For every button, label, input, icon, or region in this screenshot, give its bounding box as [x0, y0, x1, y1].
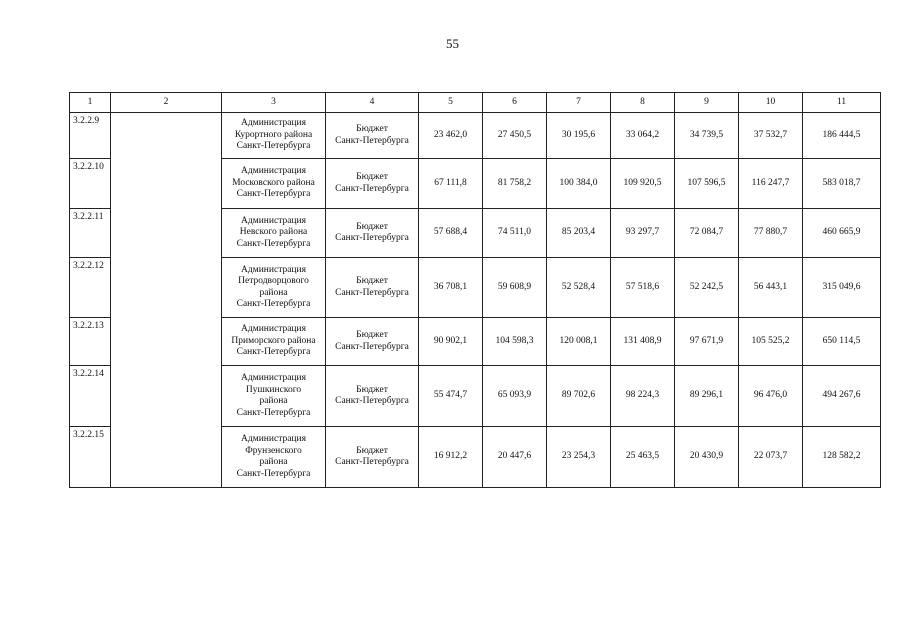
- year-value: 16 912,2: [419, 427, 483, 488]
- year-value: 27 450,5: [483, 113, 547, 159]
- year-value: 23 254,3: [547, 427, 611, 488]
- page-number: 55: [446, 36, 459, 51]
- event-name-cell: [111, 113, 222, 488]
- table-body: [70, 113, 881, 488]
- year-value: 25 463,5: [611, 427, 675, 488]
- column-header: 8: [611, 93, 675, 113]
- year-value: 93 297,7: [611, 209, 675, 258]
- executor-cell: [222, 366, 326, 427]
- year-value: 74 511,0: [483, 209, 547, 258]
- year-value: 90 902,1: [419, 318, 483, 366]
- total-value: 583 018,7: [803, 159, 881, 209]
- funding-source-line: Бюджет: [356, 221, 388, 232]
- year-value: 20 430,9: [675, 427, 739, 488]
- executor-line: Санкт-Петербурга: [236, 407, 311, 418]
- executor-line: района: [259, 287, 288, 298]
- year-value: 57 518,6: [611, 258, 675, 318]
- year-value: 104 598,3: [483, 318, 547, 366]
- funding-source-cell: [326, 318, 419, 366]
- year-value: 67 111,8: [419, 159, 483, 209]
- total-value: 186 444,5: [803, 113, 881, 159]
- item-code: 3.2.2.15: [70, 427, 111, 488]
- column-header: 2: [111, 93, 222, 113]
- executor-cell: [222, 159, 326, 209]
- year-value: 30 195,6: [547, 113, 611, 159]
- executor-line: Администрация: [241, 434, 306, 444]
- year-value: 77 880,7: [739, 209, 803, 258]
- year-value: 65 093,9: [483, 366, 547, 427]
- executor-line: Администрация: [241, 264, 306, 275]
- executor-line: Администрация: [241, 215, 306, 226]
- column-header: 10: [739, 93, 803, 113]
- item-code: 3.2.2.11: [70, 209, 111, 258]
- item-code: 3.2.2.12: [70, 258, 111, 318]
- funding-source-line: Бюджет: [356, 330, 388, 340]
- executor-cell: [222, 258, 326, 318]
- executor-line: района: [259, 396, 288, 406]
- year-value: 131 408,9: [611, 318, 675, 366]
- year-value: 52 528,4: [547, 258, 611, 318]
- year-value: 89 296,1: [675, 366, 739, 427]
- funding-source-line: Санкт-Петербурга: [335, 287, 409, 298]
- year-value: 98 224,3: [611, 366, 675, 427]
- funding-source-line: Бюджет: [356, 384, 388, 395]
- year-value: 96 476,0: [739, 366, 803, 427]
- funding-source-line: Бюджет: [356, 276, 388, 286]
- year-value: 33 064,2: [611, 113, 675, 159]
- funding-source-line: Санкт-Петербурга: [335, 183, 409, 194]
- executor-line: Санкт-Петербурга: [236, 468, 311, 479]
- year-value: 20 447,6: [483, 427, 547, 488]
- year-value: 56 443,1: [739, 258, 803, 318]
- funding-source-line: Санкт-Петербурга: [335, 135, 409, 146]
- year-value: 59 608,9: [483, 258, 547, 318]
- column-header: 5: [419, 93, 483, 113]
- funding-source-line: Бюджет: [356, 445, 388, 456]
- column-header: 3: [222, 93, 326, 113]
- header-row: [70, 93, 881, 113]
- funding-source-cell: [326, 209, 419, 258]
- year-value: 116 247,7: [739, 159, 803, 209]
- executor-cell: [222, 113, 326, 159]
- executor-line: Санкт-Петербурга: [236, 238, 311, 249]
- budget-table: [69, 92, 881, 488]
- year-value: 97 671,9: [675, 318, 739, 366]
- item-code: 3.2.2.14: [70, 366, 111, 427]
- funding-source-line: Санкт-Петербурга: [335, 457, 409, 467]
- executor-line: Санкт-Петербурга: [236, 189, 311, 200]
- executor-line: Санкт-Петербурга: [236, 347, 311, 358]
- executor-line: Приморского района: [231, 335, 316, 346]
- funding-source-line: Санкт-Петербурга: [335, 341, 409, 352]
- year-value: 85 203,4: [547, 209, 611, 258]
- executor-line: Администрация: [241, 324, 306, 335]
- executor-line: района: [259, 457, 288, 467]
- total-value: 460 665,9: [803, 209, 881, 258]
- funding-source-cell: [326, 113, 419, 159]
- year-value: 23 462,0: [419, 113, 483, 159]
- year-value: 72 084,7: [675, 209, 739, 258]
- executor-cell: [222, 427, 326, 488]
- item-code: 3.2.2.10: [70, 159, 111, 209]
- executor-line: Московского района: [232, 177, 315, 188]
- funding-source-cell: [326, 427, 419, 488]
- year-value: 55 474,7: [419, 366, 483, 427]
- funding-source-cell: [326, 366, 419, 427]
- year-value: 109 920,5: [611, 159, 675, 209]
- item-code: 3.2.2.9: [70, 113, 111, 159]
- column-header: 7: [547, 93, 611, 113]
- funding-source-line: Санкт-Петербурга: [335, 233, 409, 243]
- year-value: 37 532,7: [739, 113, 803, 159]
- year-value: 120 008,1: [547, 318, 611, 366]
- funding-source-line: Санкт-Петербурга: [335, 396, 409, 406]
- year-value: 89 702,6: [547, 366, 611, 427]
- executor-cell: [222, 209, 326, 258]
- column-header: 6: [483, 93, 547, 113]
- year-value: 36 708,1: [419, 258, 483, 318]
- year-value: 52 242,5: [675, 258, 739, 318]
- executor-line: Санкт-Петербурга: [236, 299, 311, 309]
- year-value: 22 073,7: [739, 427, 803, 488]
- executor-line: Фрунзенского: [245, 445, 302, 456]
- year-value: 57 688,4: [419, 209, 483, 258]
- executor-line: Администрация: [241, 373, 306, 383]
- funding-source-line: Бюджет: [356, 172, 388, 182]
- column-header: 4: [326, 93, 419, 113]
- total-value: 315 049,6: [803, 258, 881, 318]
- executor-line: Петродворцового: [238, 276, 309, 286]
- total-value: 494 267,6: [803, 366, 881, 427]
- year-value: 107 596,5: [675, 159, 739, 209]
- funding-source-line: Бюджет: [356, 124, 388, 134]
- column-header: 9: [675, 93, 739, 113]
- table-row: [70, 113, 881, 159]
- executor-line: Невского района: [239, 227, 308, 238]
- total-value: 650 114,5: [803, 318, 881, 366]
- executor-line: Санкт-Петербурга: [236, 141, 311, 152]
- executor-line: Администрация: [241, 118, 306, 129]
- year-value: 34 739,5: [675, 113, 739, 159]
- year-value: 81 758,2: [483, 159, 547, 209]
- total-value: 128 582,2: [803, 427, 881, 488]
- executor-line: Администрация: [241, 166, 306, 177]
- year-value: 100 384,0: [547, 159, 611, 209]
- item-code: 3.2.2.13: [70, 318, 111, 366]
- year-value: 105 525,2: [739, 318, 803, 366]
- executor-line: Пушкинского: [245, 384, 302, 395]
- column-header: 1: [70, 93, 111, 113]
- column-header: 11: [803, 93, 881, 113]
- executor-line: Курортного района: [234, 129, 313, 140]
- executor-cell: [222, 318, 326, 366]
- funding-source-cell: [326, 159, 419, 209]
- funding-source-cell: [326, 258, 419, 318]
